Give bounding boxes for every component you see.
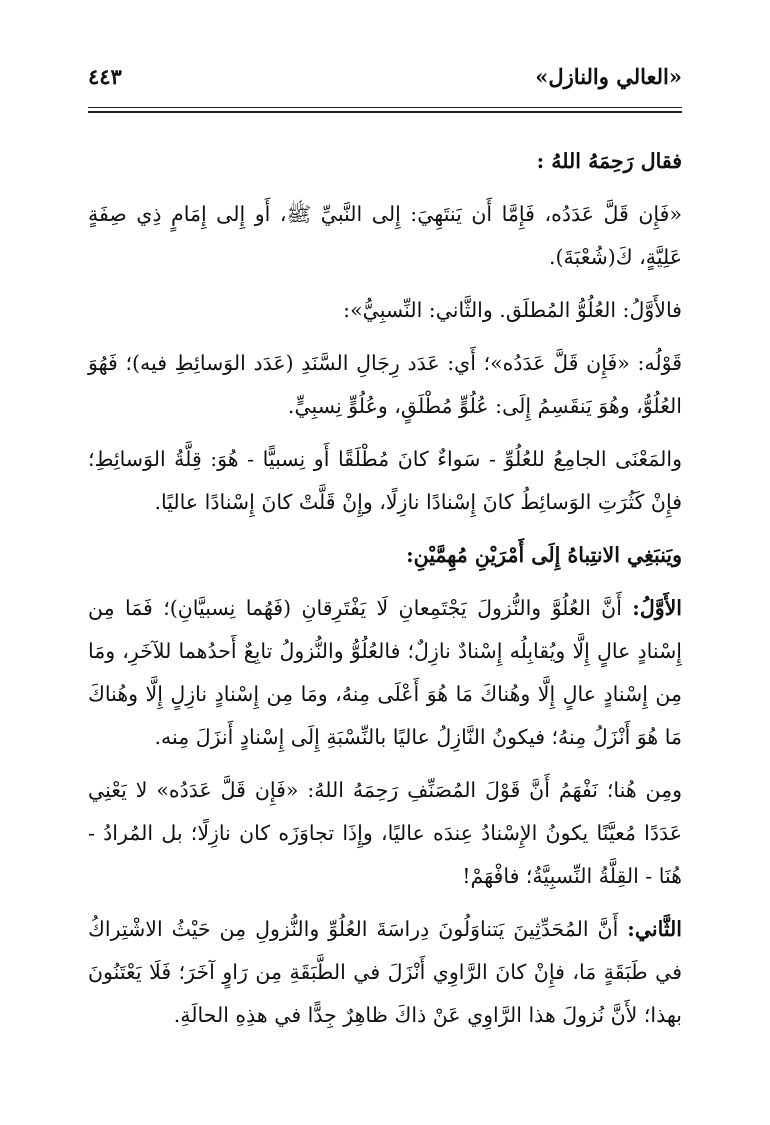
- paragraph: [88, 193, 682, 279]
- paragraph: [88, 908, 682, 1037]
- running-title: «العالي والنازل»: [535, 64, 682, 89]
- header-rule-thick: [88, 111, 682, 113]
- paragraph-text: فالأَوَّلُ: العُلُوُّ المُطلَق. والثَّاني: النِّسبِيُّ»:: [343, 298, 682, 322]
- paragraph: [88, 342, 682, 428]
- paragraph-text: أَنَّ العُلُوَّ والنُّزولَ يَجْتَمِعانِ لَا يَفْتَرِقانِ (فَهُما نِسبيَّانِ)؛ فَمَا مِن إِسْنادٍ عالٍ إِلَّا ويُقابِلُه إِسْنادٌ نازِلٌ؛ فالعُلُوُّ والنُّزولُ تابِعٌ أَحدُهما للآخَرِ، ومَا مِن إِسْنادٍ عالٍ إِلَّا وهُناكَ مَا هُوَ أَعْلَى مِنهُ، ومَا مِن إِسْنادٍ نازِلٍ إِلَّا وهُناكَ مَا هُوَ أَنْزَلُ مِنهُ؛ فيكونُ النَّازِلُ عاليًا بالنِّسْبَةِ إِلَى إِسْنادٍ أَنزَلَ مِنه.: [88, 596, 682, 749]
- page-header: [88, 64, 682, 94]
- paragraph: [88, 587, 682, 759]
- page-body: [88, 140, 682, 1047]
- paragraph-text: فقال رَحِمَهُ اللهُ :: [536, 149, 682, 173]
- paragraph-lead: الأَوَّلُ:: [632, 596, 682, 620]
- paragraph-text: ومِن هُنا؛ نَفْهَمُ أَنَّ قَوْلَ المُصَنِّفِ رَحِمَهُ اللهُ: «فَإِن قَلَّ عَدَدُه» لا يَعْنِي عَدَدًا مُعيَّنًا يكونُ الإِسْنادُ عِندَه عاليًا، وإِذَا تجاوَزَه كان نازِلًا؛ بل المُرادُ - هُنَا - القِلَّةُ النِّسبِيَّةُ؛ فافْهَمْ!: [88, 778, 682, 888]
- section-heading: [88, 140, 682, 183]
- paragraph-lead: الثَّاني:: [627, 917, 682, 941]
- paragraph: [88, 769, 682, 898]
- paragraph-text: والمَعْنَى الجامِعُ للعُلُوِّ - سَواءٌ كانَ مُطْلَقًا أَو نِسبيًّا - هُوَ: قِلَّةُ الوَسائِطِ؛ فإِنْ كَثُرَتِ الوَسائِطُ كانَ إِسْنادًا نازِلًا، وإِنْ قَلَّتْ كانَ إِسْنادًا عاليًا.: [88, 447, 682, 514]
- paragraph-text: «فَإِن قَلَّ عَدَدُه، فَإِمَّا أَن يَنتَهِيَ: إِلى النَّبيِّ ﷺ، أَو إِلى إِمَامٍ ذِي صِفَةٍ عَلِيَّةٍ، كَ(شُعْبَةَ).: [88, 202, 682, 269]
- paragraph: [88, 289, 682, 332]
- paragraph-text: أَنَّ المُحَدِّثِينَ يَتناوَلُونَ دِراسَةَ العُلُوِّ والنُّزولِ مِن حَيْثُ الاشْتِراكُ في طَبَقَةٍ مَا، فإِنْ كانَ الرَّاوِي أَنْزَلَ في الطَّبَقَةِ مِن رَاوٍ آخَرَ؛ فَلَا يَعْتَنُونَ بهذا؛ لأَنَّ نُزولَ هذا الرَّاوِي عَنْ ذاكَ ظاهِرٌ جِدًّا في هذِهِ الحالَةِ.: [88, 917, 682, 1027]
- paragraph-text: ويَنبَغِي الانتِباهُ إِلَى أَمْرَيْنِ مُهِمَّيْنِ:: [406, 543, 682, 567]
- header-rule-thin: [88, 107, 682, 108]
- paragraph-text: قَوْلُه: «فَإِن قَلَّ عَدَدُه»؛ أَي: عَدَد رِجَالِ السَّنَدِ (عَدَد الوَسائِطِ فيه)؛ فَهُوَ العُلُوُّ، وهُوَ يَنقَسِمُ إِلَى: عُلُوٍّ مُطْلَقٍ، وعُلُوٍّ نِسبِيٍّ.: [88, 351, 682, 418]
- page-number: ٤٤٣: [88, 64, 122, 89]
- section-heading: [88, 534, 682, 577]
- paragraph: [88, 438, 682, 524]
